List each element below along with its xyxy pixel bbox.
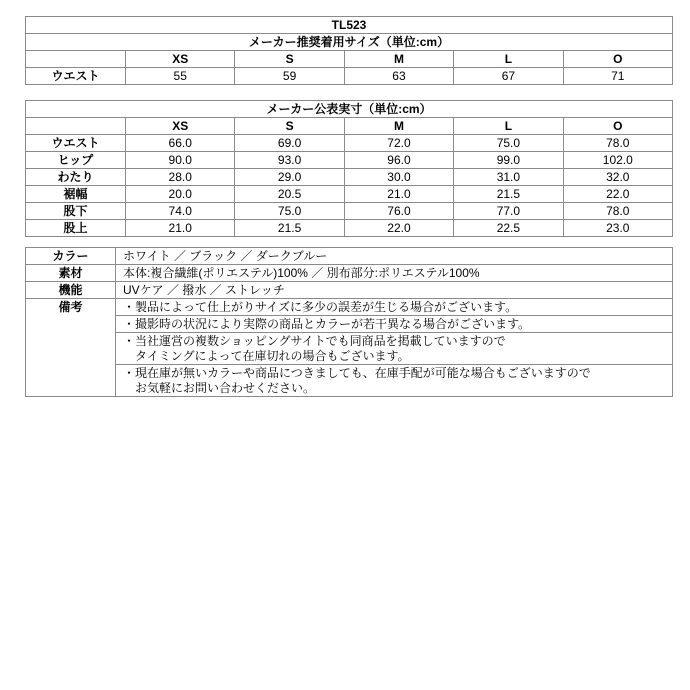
note-item [116,333,673,365]
table-title-row [26,101,673,118]
size-col-header: L [454,51,563,68]
detail-label: 素材 [26,265,116,282]
table-row-hem [26,186,673,203]
value-cell: 72.0 [344,135,453,152]
note-line: タイミングによって在庫切れの場合もございます。 [135,349,410,363]
value-cell: 93.0 [235,152,344,169]
value-cell: 31.0 [454,169,563,186]
note-line: ・撮影時の状況により実際の商品とカラーが若干異なる場合がございます。 [123,317,531,331]
details-table [25,247,673,397]
size-col-header: XS [126,51,235,68]
note-line: ・現在庫が無いカラーや商品につきましても、在庫手配が可能な場合もございますので [123,366,591,380]
size-header-row [26,118,673,135]
table-title-row [26,34,673,51]
value-cell: 71 [563,68,672,85]
color-value: ホワイト ／ ブラック ／ ダークブルー [116,248,673,265]
measure-row-label: ウエスト [26,68,126,85]
size-col-header: S [235,118,344,135]
note-item [116,316,673,333]
measure-row-label: 股下 [26,203,126,220]
value-cell: 20.0 [126,186,235,203]
detail-label: 機能 [26,282,116,299]
value-cell: 75.0 [454,135,563,152]
size-col-header: L [454,118,563,135]
table-row-rise [26,220,673,237]
notes-row [26,316,673,333]
value-cell: 77.0 [454,203,563,220]
value-cell: 63 [344,68,453,85]
recommended-size-table [25,16,673,85]
value-cell: 22.5 [454,220,563,237]
value-cell: 21.5 [454,186,563,203]
value-cell: 99.0 [454,152,563,169]
size-col-header: M [344,118,453,135]
note-item [116,299,673,316]
value-cell: 21.5 [235,220,344,237]
function-value: UVケア ／ 撥水 ／ ストレッチ [116,282,673,299]
value-cell: 55 [126,68,235,85]
value-cell: 90.0 [126,152,235,169]
table-row [26,68,673,85]
table-row-hip [26,152,673,169]
value-cell: 30.0 [344,169,453,186]
value-cell: 96.0 [344,152,453,169]
notes-label: 備考 [26,299,116,397]
corner-cell [26,51,126,68]
product-code-row [26,17,673,34]
note-line: ・製品によって仕上がりサイズに多少の誤差が生じる場合がございます。 [123,300,518,314]
value-cell: 23.0 [563,220,672,237]
detail-row-material [26,265,673,282]
value-cell: 102.0 [563,152,672,169]
table-row-thigh [26,169,673,186]
detail-label: カラー [26,248,116,265]
size-col-header: O [563,118,672,135]
corner-cell [26,118,126,135]
notes-row [26,365,673,397]
note-line: ・当社運営の複数ショッピングサイトでも同商品を掲載していますので [123,334,506,348]
table-row-waist [26,135,673,152]
recommended-table-title: メーカー推奨着用サイズ（単位:cm） [26,34,673,51]
value-cell: 59 [235,68,344,85]
note-item [116,365,673,397]
measure-row-label: ウエスト [26,135,126,152]
table-row-inseam [26,203,673,220]
size-col-header: XS [126,118,235,135]
actual-size-table [25,100,673,237]
notes-row [26,333,673,365]
value-cell: 74.0 [126,203,235,220]
size-col-header: M [344,51,453,68]
measure-row-label: 股上 [26,220,126,237]
value-cell: 67 [454,68,563,85]
value-cell: 21.0 [126,220,235,237]
value-cell: 22.0 [344,220,453,237]
size-col-header: S [235,51,344,68]
size-col-header: O [563,51,672,68]
value-cell: 20.5 [235,186,344,203]
notes-row [26,299,673,316]
measure-row-label: 裾幅 [26,186,126,203]
material-value: 本体:複合繊維(ポリエステル)100% ／ 別布部分:ポリエステル100% [116,265,673,282]
value-cell: 76.0 [344,203,453,220]
value-cell: 75.0 [235,203,344,220]
value-cell: 78.0 [563,135,672,152]
value-cell: 21.0 [344,186,453,203]
measure-row-label: ヒップ [26,152,126,169]
value-cell: 78.0 [563,203,672,220]
detail-row-color [26,248,673,265]
value-cell: 28.0 [126,169,235,186]
value-cell: 29.0 [235,169,344,186]
size-header-row [26,51,673,68]
value-cell: 66.0 [126,135,235,152]
value-cell: 22.0 [563,186,672,203]
value-cell: 69.0 [235,135,344,152]
detail-row-function [26,282,673,299]
actual-table-title: メーカー公表実寸（単位:cm） [26,101,673,118]
product-code: TL523 [26,17,673,34]
value-cell: 32.0 [563,169,672,186]
note-line: お気軽にお問い合わせください。 [135,381,316,395]
measure-row-label: わたり [26,169,126,186]
